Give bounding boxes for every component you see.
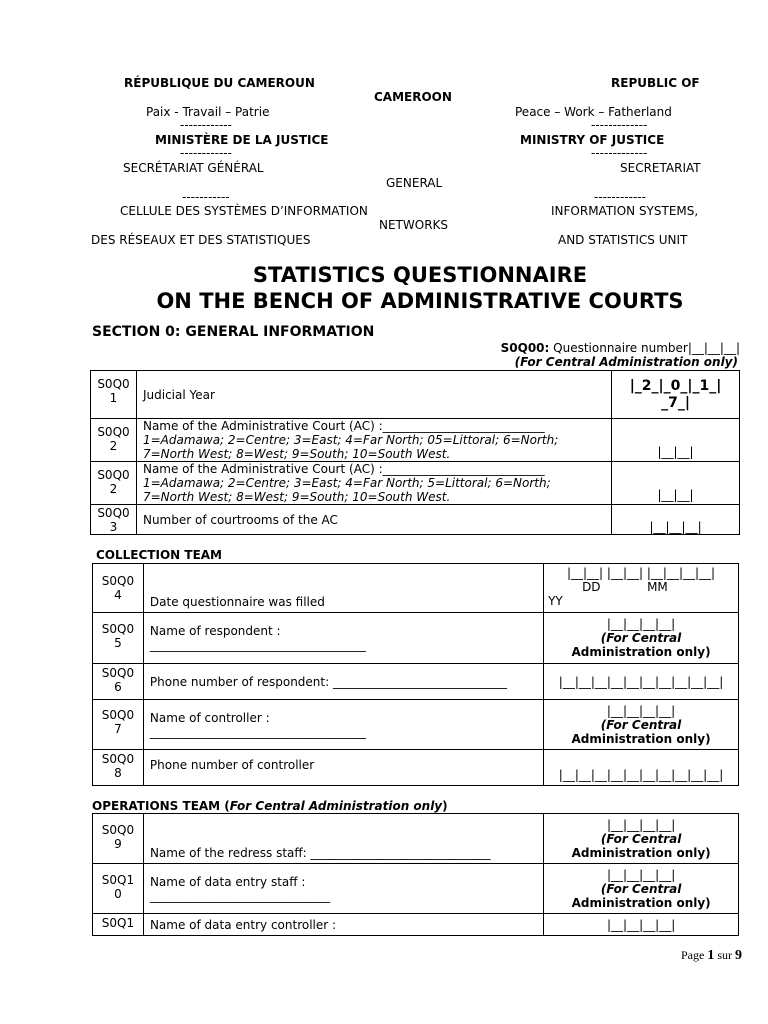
question-code: S0Q0 3 — [91, 505, 137, 535]
question-code: S0Q0 1 — [91, 371, 137, 419]
table-row — [93, 814, 739, 864]
en-unit-line1: INFORMATION SYSTEMS, — [551, 204, 699, 218]
separator: ------------ — [180, 118, 232, 132]
collection-team-table — [92, 563, 739, 786]
question-code: S0Q0 6 — [93, 664, 144, 700]
questionnaire-note: (For Central Administration only) — [514, 355, 738, 369]
fr-unit-line1: CELLULE DES SYSTÈMES D’INFORMATION — [120, 204, 368, 218]
data-entry-controller-code-field[interactable]: |__|__|__|__| — [544, 914, 739, 936]
respondent-phone-field[interactable]: |__|__|__|__|__|__|__|__|__|__| — [544, 664, 739, 700]
fr-ministry: MINISTÈRE DE LA JUSTICE — [155, 133, 329, 147]
question-code: S0Q1 — [93, 914, 144, 936]
question-code: S0Q0 8 — [93, 750, 144, 786]
en-motto: Peace – Work – Fatherland — [515, 105, 672, 119]
question-label: Name of the Administrative Court (AC) :___________________________ 1=Adamawa; 2=Centre; 3=East; 4=Far North; 05=Littoral; 6=North; 7=North West; 8=West; 9=South; 10=South West. — [136, 419, 611, 462]
table-row — [93, 864, 739, 914]
table-row — [91, 462, 740, 505]
question-label: Name of the redress staff: ______________________________ — [143, 814, 543, 864]
en-country-line2: CAMEROON — [374, 90, 452, 104]
date-filled-field[interactable]: |__|__| |__|__| |__|__|__|__| DD MM YY — [544, 564, 739, 613]
table-row — [91, 419, 740, 462]
separator: ------------- — [591, 118, 648, 132]
table-row — [93, 564, 739, 613]
question-label: Number of courtrooms of the AC — [136, 505, 611, 535]
controller-code-field[interactable]: |__|__|__|__| (For Central Administration only) — [544, 700, 739, 750]
questionnaire-label: Questionnaire number|__|__|__| — [549, 341, 740, 355]
en-country-line1: REPUBLIC OF — [611, 76, 700, 90]
en-unit-line3: AND STATISTICS UNIT — [558, 233, 688, 247]
question-code: S0Q0 2 — [91, 462, 137, 505]
section-heading: SECTION 0: GENERAL INFORMATION — [92, 324, 375, 340]
fr-motto: Paix - Travail – Patrie — [146, 105, 270, 119]
questionnaire-number — [501, 341, 740, 355]
question-label: Name of controller : ____________________________________ — [143, 700, 543, 750]
court-region-field[interactable]: |__|__| — [612, 462, 740, 505]
data-entry-staff-code-field[interactable]: |__|__|__|__| (For Central Administration only) — [544, 864, 739, 914]
judicial-year-field[interactable]: |_2_|_0_|_1_| _7_| — [612, 371, 740, 419]
operations-team-heading: OPERATIONS TEAM (For Central Administration only) — [92, 799, 448, 813]
question-code: S0Q0 9 — [93, 814, 144, 864]
page-subtitle: ON THE BENCH OF ADMINISTRATIVE COURTS — [156, 289, 684, 313]
question-code: S0Q0 7 — [93, 700, 144, 750]
question-code: S0Q0 5 — [93, 613, 144, 664]
separator: ------------ — [594, 190, 646, 204]
fr-unit-line2: DES RÉSEAUX ET DES STATISTIQUES — [91, 233, 311, 247]
fr-secretariat: SECRÉTARIAT GÉNÉRAL — [123, 161, 264, 175]
table-row — [93, 914, 739, 936]
operations-team-table — [92, 813, 739, 936]
question-label: Judicial Year — [136, 371, 611, 419]
question-label: Name of data entry staff : ______________________________ — [143, 864, 543, 914]
table-row — [93, 750, 739, 786]
courtrooms-field[interactable]: |__|__|__| — [612, 505, 740, 535]
questionnaire-code: S0Q00: — [500, 341, 550, 355]
table-row — [91, 505, 740, 535]
fr-country: RÉPUBLIQUE DU CAMEROUN — [124, 76, 315, 90]
separator: ----------- — [182, 190, 230, 204]
general-info-table — [90, 370, 740, 535]
court-region-field[interactable]: |__|__| — [612, 419, 740, 462]
respondent-code-field[interactable]: |__|__|__|__| (For Central Administration only) — [544, 613, 739, 664]
separator: ------------- — [591, 146, 648, 160]
separator: ------------ — [180, 146, 232, 160]
controller-phone-field[interactable]: |__|__|__|__|__|__|__|__|__|__| — [544, 750, 739, 786]
question-code: S0Q1 0 — [93, 864, 144, 914]
question-label: Phone number of controller — [143, 750, 543, 786]
redress-staff-code-field[interactable]: |__|__|__|__| (For Central Administration only) — [544, 814, 739, 864]
en-secretariat-line1: SECRETARIAT — [620, 161, 701, 175]
question-label: Name of the Administrative Court (AC) :___________________________ 1=Adamawa; 2=Centre; 3=East; 4=Far North; 5=Littoral; 6=North; 7=North West; 8=West; 9=South; 10=South West. — [136, 462, 611, 505]
collection-team-heading: COLLECTION TEAM — [96, 548, 222, 562]
question-code: S0Q0 2 — [91, 419, 137, 462]
question-label: Phone number of respondent: _____________________________ — [143, 664, 543, 700]
en-ministry: MINISTRY OF JUSTICE — [520, 133, 665, 147]
table-row — [93, 613, 739, 664]
en-unit-line2: NETWORKS — [379, 218, 449, 232]
question-label: Name of data entry controller : — [143, 914, 543, 936]
table-row — [91, 371, 740, 419]
en-secretariat-line2: GENERAL — [386, 176, 443, 190]
question-label: Name of respondent : ____________________________________ — [143, 613, 543, 664]
page-counter: Page 1 sur 9 — [681, 948, 742, 963]
question-code: S0Q0 4 — [93, 564, 144, 613]
page-title: STATISTICS QUESTIONNAIRE — [252, 263, 588, 287]
table-row — [93, 700, 739, 750]
table-row — [93, 664, 739, 700]
question-label: Date questionnaire was filled — [143, 564, 543, 613]
